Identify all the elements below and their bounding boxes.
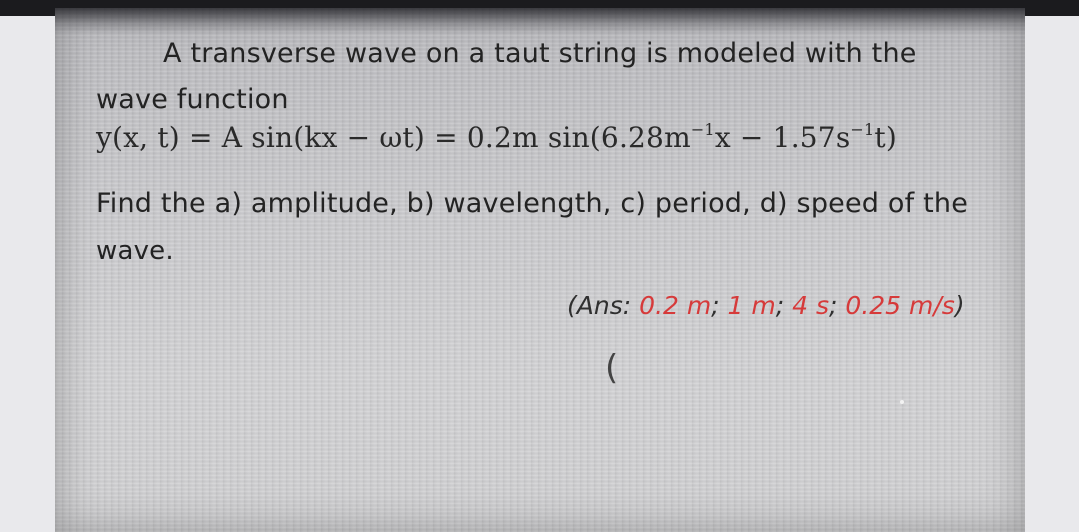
wave-equation bbox=[96, 120, 897, 154]
equation-part-end: t) bbox=[874, 121, 897, 154]
answer-open: (Ans: bbox=[567, 291, 640, 320]
answer-line bbox=[567, 291, 965, 320]
answer-separator-1: ; bbox=[711, 291, 728, 320]
photo-top-shadow bbox=[55, 8, 1025, 34]
photo-of-screen bbox=[55, 8, 1025, 532]
equation-exponent-1: −1 bbox=[690, 120, 715, 139]
answer-separator-2: ; bbox=[775, 291, 793, 320]
handwritten-paren-mark: ( bbox=[605, 348, 619, 388]
problem-line-2: wave function bbox=[96, 84, 289, 115]
answer-speed: 0.25 m/s bbox=[845, 291, 955, 320]
answer-amplitude: 0.2 m bbox=[639, 291, 712, 320]
problem-question-end: wave. bbox=[96, 236, 174, 266]
equation-part-mid: x − 1.57s bbox=[714, 121, 851, 154]
equation-exponent-2: −1 bbox=[850, 120, 875, 139]
answer-close: ) bbox=[954, 291, 965, 320]
equation-part-lhs: y(x, t) = A sin(kx − ωt) = 0.2m sin(6.28m bbox=[96, 121, 691, 154]
problem-question-line: Find the a) amplitude, b) wavelength, c) period, d) speed of the bbox=[96, 188, 969, 219]
answer-separator-3: ; bbox=[829, 291, 846, 320]
glare-dot bbox=[900, 400, 904, 404]
answer-wavelength: 1 m bbox=[727, 291, 776, 320]
answer-period: 4 s bbox=[792, 291, 830, 320]
problem-line-1: A transverse wave on a taut string is modeled with the bbox=[163, 38, 917, 69]
